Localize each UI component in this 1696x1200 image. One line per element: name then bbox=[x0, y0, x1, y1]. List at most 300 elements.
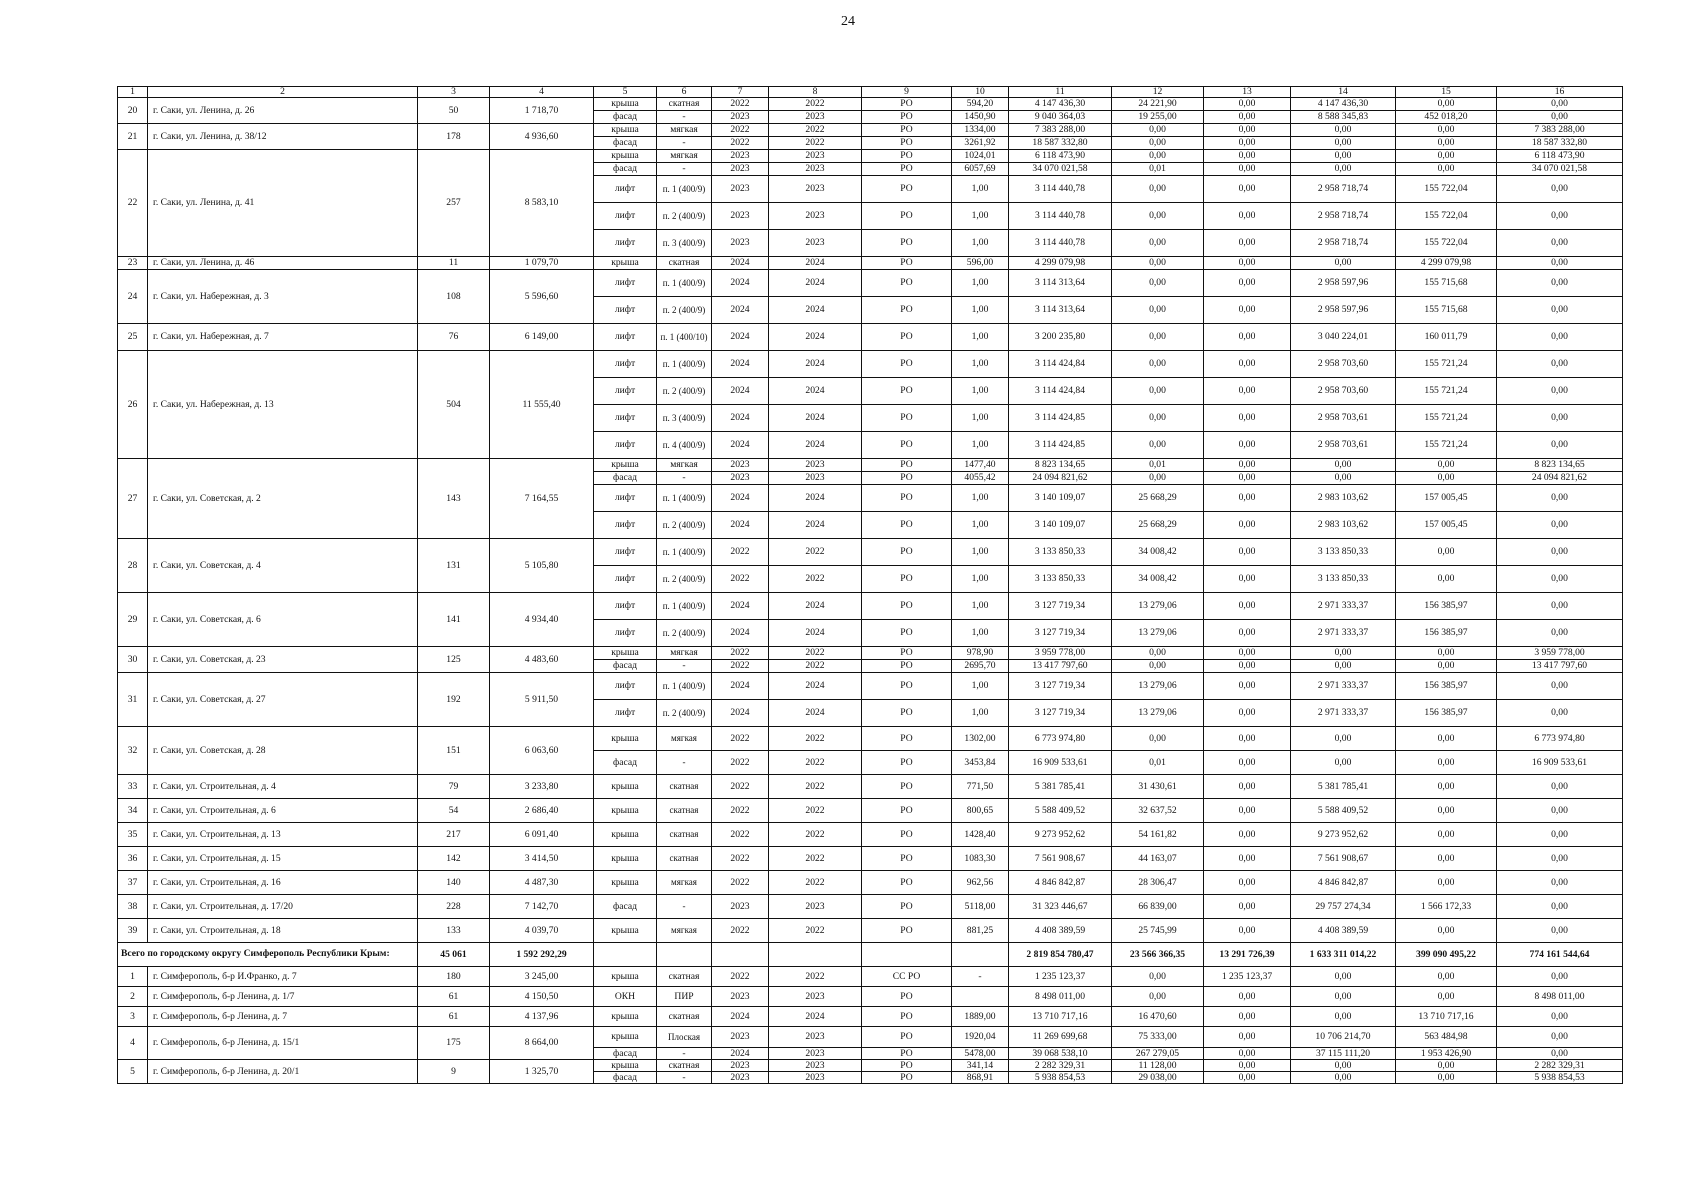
method-cell: РО bbox=[862, 919, 952, 943]
apartments-cell: 257 bbox=[418, 150, 490, 257]
element-cell: лифт bbox=[594, 351, 657, 378]
volume-cell: - bbox=[952, 967, 1009, 987]
total-c14-cell: 1 633 311 014,22 bbox=[1291, 943, 1396, 967]
volume-cell: 1,00 bbox=[952, 566, 1009, 593]
cost-col12-cell: 25 668,29 bbox=[1112, 512, 1204, 539]
total-cost-cell: 6 773 974,80 bbox=[1009, 727, 1112, 751]
row-number-cell: 22 bbox=[118, 150, 148, 257]
area-cell: 6 063,60 bbox=[490, 727, 594, 775]
area-cell: 1 325,70 bbox=[490, 1060, 594, 1084]
apartments-cell: 175 bbox=[418, 1027, 490, 1060]
area-cell: 3 414,50 bbox=[490, 847, 594, 871]
row-number-cell: 29 bbox=[118, 593, 148, 647]
cost-col13-cell: 0,00 bbox=[1204, 727, 1291, 751]
cost-col15-cell: 155 722,04 bbox=[1396, 203, 1497, 230]
total-cost-cell: 16 909 533,61 bbox=[1009, 751, 1112, 775]
table-row bbox=[118, 593, 1623, 620]
cost-col16-cell: 7 383 288,00 bbox=[1497, 124, 1623, 137]
total-cost-cell: 24 094 821,62 bbox=[1009, 472, 1112, 485]
method-cell: РО bbox=[862, 230, 952, 257]
type-cell: - bbox=[657, 472, 712, 485]
total-c15-cell: 399 090 495,22 bbox=[1396, 943, 1497, 967]
cost-col12-cell: 0,00 bbox=[1112, 351, 1204, 378]
column-number-cell: 5 bbox=[594, 87, 657, 98]
element-cell: крыша bbox=[594, 823, 657, 847]
year-end-cell: 2023 bbox=[769, 203, 862, 230]
row-number-cell: 39 bbox=[118, 919, 148, 943]
volume-cell: 1302,00 bbox=[952, 727, 1009, 751]
element-cell: крыша bbox=[594, 727, 657, 751]
address-cell: г. Саки, ул. Ленина, д. 46 bbox=[148, 257, 418, 270]
area-cell: 11 555,40 bbox=[490, 351, 594, 459]
year-start-cell: 2024 bbox=[712, 620, 769, 647]
row-number-cell: 23 bbox=[118, 257, 148, 270]
address-cell: г. Симферополь, б-р Ленина, д. 7 bbox=[148, 1007, 418, 1027]
element-cell: фасад bbox=[594, 1048, 657, 1060]
total-cost-cell: 11 269 699,68 bbox=[1009, 1027, 1112, 1048]
cost-col15-cell: 0,00 bbox=[1396, 124, 1497, 137]
volume-cell: 1,00 bbox=[952, 673, 1009, 700]
volume-cell: 5478,00 bbox=[952, 1048, 1009, 1060]
year-start-cell: 2023 bbox=[712, 987, 769, 1007]
column-number-cell: 10 bbox=[952, 87, 1009, 98]
cost-col14-cell: 10 706 214,70 bbox=[1291, 1027, 1396, 1048]
cost-col16-cell: 3 959 778,00 bbox=[1497, 647, 1623, 660]
type-cell: мягкая bbox=[657, 459, 712, 472]
row-number-cell: 28 bbox=[118, 539, 148, 593]
type-cell: п. 4 (400/9) bbox=[657, 432, 712, 459]
cost-col16-cell: 0,00 bbox=[1497, 799, 1623, 823]
cost-col15-cell: 1 566 172,33 bbox=[1396, 895, 1497, 919]
cost-col13-cell: 0,00 bbox=[1204, 176, 1291, 203]
cost-col12-cell: 0,00 bbox=[1112, 230, 1204, 257]
year-start-cell: 2023 bbox=[712, 1027, 769, 1048]
year-start-cell: 2022 bbox=[712, 539, 769, 566]
cost-col16-cell: 0,00 bbox=[1497, 351, 1623, 378]
cost-col14-cell: 0,00 bbox=[1291, 1060, 1396, 1072]
method-cell: РО bbox=[862, 727, 952, 751]
cost-col12-cell: 0,01 bbox=[1112, 751, 1204, 775]
total-cost-cell: 18 587 332,80 bbox=[1009, 137, 1112, 150]
row-number-cell: 38 bbox=[118, 895, 148, 919]
total-cost-cell: 3 114 424,84 bbox=[1009, 351, 1112, 378]
year-start-cell: 2022 bbox=[712, 647, 769, 660]
type-cell: - bbox=[657, 137, 712, 150]
apartments-cell: 125 bbox=[418, 647, 490, 673]
type-cell: мягкая bbox=[657, 150, 712, 163]
year-end-cell: 2024 bbox=[769, 351, 862, 378]
apartments-cell: 142 bbox=[418, 847, 490, 871]
address-cell: г. Саки, ул. Строительная, д. 13 bbox=[148, 823, 418, 847]
cost-col12-cell: 66 839,00 bbox=[1112, 895, 1204, 919]
total-cost-cell: 7 383 288,00 bbox=[1009, 124, 1112, 137]
year-end-cell: 2022 bbox=[769, 799, 862, 823]
address-cell: г. Саки, ул. Советская, д. 2 bbox=[148, 459, 418, 539]
table-row bbox=[118, 257, 1623, 270]
cost-col15-cell: 13 710 717,16 bbox=[1396, 1007, 1497, 1027]
method-cell: РО bbox=[862, 137, 952, 150]
cost-col14-cell: 2 958 718,74 bbox=[1291, 176, 1396, 203]
cost-col12-cell: 25 668,29 bbox=[1112, 485, 1204, 512]
cost-col14-cell: 2 958 703,61 bbox=[1291, 405, 1396, 432]
year-end-cell: 2023 bbox=[769, 459, 862, 472]
cost-col13-cell: 0,00 bbox=[1204, 203, 1291, 230]
cost-col16-cell: 0,00 bbox=[1497, 871, 1623, 895]
year-end-cell: 2022 bbox=[769, 775, 862, 799]
volume-cell: 1,00 bbox=[952, 512, 1009, 539]
table-row bbox=[118, 1007, 1623, 1027]
year-start-cell: 2024 bbox=[712, 405, 769, 432]
year-start-cell: 2024 bbox=[712, 700, 769, 727]
cost-col15-cell: 0,00 bbox=[1396, 751, 1497, 775]
cost-col16-cell: 0,00 bbox=[1497, 775, 1623, 799]
year-end-cell: 2022 bbox=[769, 919, 862, 943]
volume-cell: 1334,00 bbox=[952, 124, 1009, 137]
element-cell: крыша bbox=[594, 459, 657, 472]
total-cost-cell: 8 498 011,00 bbox=[1009, 987, 1112, 1007]
row-number-cell: 5 bbox=[118, 1060, 148, 1084]
row-number-cell: 33 bbox=[118, 775, 148, 799]
element-cell: лифт bbox=[594, 230, 657, 257]
cost-col15-cell: 0,00 bbox=[1396, 775, 1497, 799]
cost-col13-cell: 0,00 bbox=[1204, 539, 1291, 566]
year-end-cell: 2023 bbox=[769, 987, 862, 1007]
table-row bbox=[118, 673, 1623, 700]
year-start-cell: 2024 bbox=[712, 324, 769, 351]
cost-col12-cell: 0,00 bbox=[1112, 137, 1204, 150]
total-c12-cell: 23 566 366,35 bbox=[1112, 943, 1204, 967]
year-end-cell: 2024 bbox=[769, 297, 862, 324]
element-cell: лифт bbox=[594, 405, 657, 432]
total-c13-cell: 13 291 726,39 bbox=[1204, 943, 1291, 967]
method-cell: РО bbox=[862, 472, 952, 485]
year-end-cell: 2024 bbox=[769, 512, 862, 539]
total-cost-cell: 4 299 079,98 bbox=[1009, 257, 1112, 270]
volume-cell: 1,00 bbox=[952, 593, 1009, 620]
volume-cell: 3261,92 bbox=[952, 137, 1009, 150]
cost-col14-cell: 2 971 333,37 bbox=[1291, 700, 1396, 727]
year-end-cell: 2023 bbox=[769, 163, 862, 176]
method-cell: РО bbox=[862, 1048, 952, 1060]
cost-col14-cell: 4 846 842,87 bbox=[1291, 871, 1396, 895]
cost-col14-cell: 0,00 bbox=[1291, 647, 1396, 660]
cost-col12-cell: 31 430,61 bbox=[1112, 775, 1204, 799]
row-number-cell: 27 bbox=[118, 459, 148, 539]
cost-col14-cell: 0,00 bbox=[1291, 124, 1396, 137]
apartments-cell: 180 bbox=[418, 967, 490, 987]
area-cell: 5 105,80 bbox=[490, 539, 594, 593]
year-start-cell: 2023 bbox=[712, 895, 769, 919]
cost-col13-cell: 0,00 bbox=[1204, 700, 1291, 727]
type-cell: скатная bbox=[657, 1060, 712, 1072]
element-cell: крыша bbox=[594, 1027, 657, 1048]
total-cost-cell: 9 040 364,03 bbox=[1009, 111, 1112, 124]
cost-col13-cell: 0,00 bbox=[1204, 1007, 1291, 1027]
cost-col12-cell: 75 333,00 bbox=[1112, 1027, 1204, 1048]
area-cell: 8 583,10 bbox=[490, 150, 594, 257]
method-cell: РО bbox=[862, 700, 952, 727]
type-cell: Плоская bbox=[657, 1027, 712, 1048]
method-cell: РО bbox=[862, 566, 952, 593]
cost-col12-cell: 54 161,82 bbox=[1112, 823, 1204, 847]
area-cell: 5 911,50 bbox=[490, 673, 594, 727]
year-start-cell: 2022 bbox=[712, 137, 769, 150]
cost-col15-cell: 155 722,04 bbox=[1396, 230, 1497, 257]
column-number-cell: 6 bbox=[657, 87, 712, 98]
element-cell: крыша bbox=[594, 257, 657, 270]
type-cell: п. 1 (400/9) bbox=[657, 351, 712, 378]
total-cost-cell: 13 710 717,16 bbox=[1009, 1007, 1112, 1027]
apartments-cell: 61 bbox=[418, 1007, 490, 1027]
cost-col12-cell: 0,00 bbox=[1112, 150, 1204, 163]
method-cell: РО bbox=[862, 150, 952, 163]
total-apartments-cell: 45 061 bbox=[418, 943, 490, 967]
cost-col12-cell: 0,00 bbox=[1112, 203, 1204, 230]
year-start-cell: 2022 bbox=[712, 727, 769, 751]
table-row bbox=[118, 727, 1623, 751]
cost-col16-cell: 0,00 bbox=[1497, 1027, 1623, 1048]
table-row bbox=[118, 98, 1623, 111]
year-end-cell: 2024 bbox=[769, 432, 862, 459]
volume-cell: 1,00 bbox=[952, 539, 1009, 566]
cost-col15-cell: 0,00 bbox=[1396, 163, 1497, 176]
cost-col13-cell: 0,00 bbox=[1204, 324, 1291, 351]
volume-cell: 1,00 bbox=[952, 203, 1009, 230]
cost-col16-cell: 8 498 011,00 bbox=[1497, 987, 1623, 1007]
element-cell: лифт bbox=[594, 432, 657, 459]
cost-col16-cell: 0,00 bbox=[1497, 620, 1623, 647]
method-cell: РО bbox=[862, 351, 952, 378]
total-cost-cell: 3 133 850,33 bbox=[1009, 539, 1112, 566]
cost-col15-cell: 0,00 bbox=[1396, 919, 1497, 943]
year-start-cell: 2022 bbox=[712, 124, 769, 137]
area-cell: 3 233,80 bbox=[490, 775, 594, 799]
type-cell: скатная bbox=[657, 257, 712, 270]
apartments-cell: 108 bbox=[418, 270, 490, 324]
cost-col12-cell: 0,00 bbox=[1112, 124, 1204, 137]
total-cost-cell: 3 114 424,85 bbox=[1009, 432, 1112, 459]
table-row bbox=[118, 799, 1623, 823]
year-start-cell: 2024 bbox=[712, 378, 769, 405]
cost-col13-cell: 0,00 bbox=[1204, 987, 1291, 1007]
cost-col14-cell: 2 971 333,37 bbox=[1291, 593, 1396, 620]
cost-col12-cell: 0,00 bbox=[1112, 176, 1204, 203]
area-cell: 4 137,96 bbox=[490, 1007, 594, 1027]
type-cell: п. 1 (400/9) bbox=[657, 176, 712, 203]
method-cell: РО bbox=[862, 620, 952, 647]
row-number-cell: 24 bbox=[118, 270, 148, 324]
cost-col14-cell: 2 958 718,74 bbox=[1291, 230, 1396, 257]
total-cost-cell: 3 114 440,78 bbox=[1009, 203, 1112, 230]
apartments-cell: 143 bbox=[418, 459, 490, 539]
cost-col16-cell: 8 823 134,65 bbox=[1497, 459, 1623, 472]
area-cell: 2 686,40 bbox=[490, 799, 594, 823]
column-number-cell: 9 bbox=[862, 87, 952, 98]
cost-col16-cell: 6 118 473,90 bbox=[1497, 150, 1623, 163]
element-cell: лифт bbox=[594, 512, 657, 539]
cost-col15-cell: 0,00 bbox=[1396, 472, 1497, 485]
cost-col13-cell: 0,00 bbox=[1204, 673, 1291, 700]
volume-cell: 1,00 bbox=[952, 405, 1009, 432]
year-end-cell: 2024 bbox=[769, 593, 862, 620]
cost-col16-cell: 0,00 bbox=[1497, 324, 1623, 351]
cost-col16-cell: 0,00 bbox=[1497, 593, 1623, 620]
table-row bbox=[118, 270, 1623, 297]
cost-col13-cell: 0,00 bbox=[1204, 405, 1291, 432]
cost-col15-cell: 0,00 bbox=[1396, 647, 1497, 660]
address-cell: г. Симферополь, б-р И.Франко, д. 7 bbox=[148, 967, 418, 987]
cost-col13-cell: 0,00 bbox=[1204, 459, 1291, 472]
cost-col13-cell: 0,00 bbox=[1204, 432, 1291, 459]
row-number-cell: 36 bbox=[118, 847, 148, 871]
year-end-cell: 2024 bbox=[769, 324, 862, 351]
element-cell: лифт bbox=[594, 620, 657, 647]
cost-col13-cell: 0,00 bbox=[1204, 378, 1291, 405]
year-end-cell: 2023 bbox=[769, 895, 862, 919]
cost-col15-cell: 155 715,68 bbox=[1396, 297, 1497, 324]
type-cell: п. 2 (400/9) bbox=[657, 566, 712, 593]
total-cost-cell: 9 273 952,62 bbox=[1009, 823, 1112, 847]
element-cell: крыша bbox=[594, 967, 657, 987]
total-cost-cell: 4 408 389,59 bbox=[1009, 919, 1112, 943]
area-cell: 6 091,40 bbox=[490, 823, 594, 847]
cost-col15-cell: 156 385,97 bbox=[1396, 700, 1497, 727]
method-cell: РО bbox=[862, 324, 952, 351]
total-cost-cell: 3 114 313,64 bbox=[1009, 270, 1112, 297]
type-cell: п. 1 (400/9) bbox=[657, 673, 712, 700]
cost-col12-cell: 34 008,42 bbox=[1112, 539, 1204, 566]
total-cost-cell: 2 282 329,31 bbox=[1009, 1060, 1112, 1072]
year-end-cell: 2022 bbox=[769, 823, 862, 847]
cost-col13-cell: 1 235 123,37 bbox=[1204, 967, 1291, 987]
cost-col13-cell: 0,00 bbox=[1204, 895, 1291, 919]
table-row bbox=[118, 847, 1623, 871]
address-cell: г. Саки, ул. Строительная, д. 15 bbox=[148, 847, 418, 871]
column-number-cell: 11 bbox=[1009, 87, 1112, 98]
address-cell: г. Саки, ул. Советская, д. 27 bbox=[148, 673, 418, 727]
method-cell: РО bbox=[862, 111, 952, 124]
type-cell: п. 1 (400/9) bbox=[657, 485, 712, 512]
cost-col15-cell: 156 385,97 bbox=[1396, 593, 1497, 620]
cost-col14-cell: 29 757 274,34 bbox=[1291, 895, 1396, 919]
method-cell: РО bbox=[862, 987, 952, 1007]
element-cell: фасад bbox=[594, 660, 657, 673]
cost-col14-cell: 2 983 103,62 bbox=[1291, 485, 1396, 512]
total-cost-cell: 4 846 842,87 bbox=[1009, 871, 1112, 895]
cost-col15-cell: 160 011,79 bbox=[1396, 324, 1497, 351]
row-number-cell: 21 bbox=[118, 124, 148, 150]
cost-col16-cell: 0,00 bbox=[1497, 539, 1623, 566]
cost-col15-cell: 0,00 bbox=[1396, 799, 1497, 823]
year-end-cell: 2024 bbox=[769, 673, 862, 700]
cost-col14-cell: 7 561 908,67 bbox=[1291, 847, 1396, 871]
total-label-cell: Всего по городскому округу Симферополь Республики Крым: bbox=[118, 943, 418, 967]
volume-cell: 5118,00 bbox=[952, 895, 1009, 919]
type-cell: мягкая bbox=[657, 871, 712, 895]
year-start-cell: 2023 bbox=[712, 1072, 769, 1084]
address-cell: г. Саки, ул. Набережная, д. 13 bbox=[148, 351, 418, 459]
method-cell: РО bbox=[862, 257, 952, 270]
type-cell: скатная bbox=[657, 823, 712, 847]
element-cell: крыша bbox=[594, 1060, 657, 1072]
year-start-cell: 2023 bbox=[712, 472, 769, 485]
type-cell: п. 1 (400/9) bbox=[657, 539, 712, 566]
cost-col14-cell: 0,00 bbox=[1291, 472, 1396, 485]
year-end-cell: 2022 bbox=[769, 539, 862, 566]
element-cell: фасад bbox=[594, 111, 657, 124]
year-end-cell: 2024 bbox=[769, 620, 862, 647]
volume-cell: 1,00 bbox=[952, 324, 1009, 351]
cost-col16-cell: 24 094 821,62 bbox=[1497, 472, 1623, 485]
method-cell: РО bbox=[862, 871, 952, 895]
type-cell: скатная bbox=[657, 1007, 712, 1027]
type-cell: ПИР bbox=[657, 987, 712, 1007]
cost-col16-cell: 0,00 bbox=[1497, 1048, 1623, 1060]
element-cell: ОКН bbox=[594, 987, 657, 1007]
cost-col16-cell: 0,00 bbox=[1497, 1007, 1623, 1027]
cost-col14-cell: 2 958 718,74 bbox=[1291, 203, 1396, 230]
cost-col15-cell: 0,00 bbox=[1396, 660, 1497, 673]
cost-col12-cell: 16 470,60 bbox=[1112, 1007, 1204, 1027]
element-cell: лифт bbox=[594, 203, 657, 230]
volume-cell: 1477,40 bbox=[952, 459, 1009, 472]
element-cell: крыша bbox=[594, 775, 657, 799]
cost-col13-cell: 0,00 bbox=[1204, 1027, 1291, 1048]
total-cost-cell: 7 561 908,67 bbox=[1009, 847, 1112, 871]
empty-cell bbox=[862, 943, 952, 967]
cost-col14-cell: 8 588 345,83 bbox=[1291, 111, 1396, 124]
apartments-cell: 217 bbox=[418, 823, 490, 847]
cost-col12-cell: 0,00 bbox=[1112, 472, 1204, 485]
total-cost-cell: 5 938 854,53 bbox=[1009, 1072, 1112, 1084]
apartments-cell: 151 bbox=[418, 727, 490, 775]
volume-cell: 341,14 bbox=[952, 1060, 1009, 1072]
cost-col14-cell: 0,00 bbox=[1291, 459, 1396, 472]
cost-col13-cell: 0,00 bbox=[1204, 871, 1291, 895]
total-cost-cell: 3 133 850,33 bbox=[1009, 566, 1112, 593]
row-number-cell: 30 bbox=[118, 647, 148, 673]
cost-col13-cell: 0,00 bbox=[1204, 1060, 1291, 1072]
cost-col14-cell: 0,00 bbox=[1291, 967, 1396, 987]
total-cost-cell: 13 417 797,60 bbox=[1009, 660, 1112, 673]
column-number-cell: 1 bbox=[118, 87, 148, 98]
cost-col16-cell: 18 587 332,80 bbox=[1497, 137, 1623, 150]
year-end-cell: 2024 bbox=[769, 1007, 862, 1027]
apartments-cell: 9 bbox=[418, 1060, 490, 1084]
apartments-cell: 140 bbox=[418, 871, 490, 895]
cost-col16-cell: 0,00 bbox=[1497, 700, 1623, 727]
total-cost-cell: 3 114 424,85 bbox=[1009, 405, 1112, 432]
volume-cell: 1,00 bbox=[952, 700, 1009, 727]
empty-cell bbox=[952, 943, 1009, 967]
cost-col14-cell: 3 133 850,33 bbox=[1291, 539, 1396, 566]
empty-cell bbox=[657, 943, 712, 967]
volume-cell: 1889,00 bbox=[952, 1007, 1009, 1027]
row-number-cell: 20 bbox=[118, 98, 148, 124]
year-start-cell: 2023 bbox=[712, 230, 769, 257]
row-number-cell: 31 bbox=[118, 673, 148, 727]
method-cell: РО bbox=[862, 203, 952, 230]
address-cell: г. Саки, ул. Строительная, д. 4 bbox=[148, 775, 418, 799]
cost-col13-cell: 0,00 bbox=[1204, 775, 1291, 799]
apartments-cell: 79 bbox=[418, 775, 490, 799]
cost-col12-cell: 0,00 bbox=[1112, 324, 1204, 351]
total-cost-cell: 3 140 109,07 bbox=[1009, 485, 1112, 512]
address-cell: г. Саки, ул. Советская, д. 4 bbox=[148, 539, 418, 593]
address-cell: г. Саки, ул. Советская, д. 28 bbox=[148, 727, 418, 775]
volume-cell: 1083,30 bbox=[952, 847, 1009, 871]
volume-cell: 1428,40 bbox=[952, 823, 1009, 847]
